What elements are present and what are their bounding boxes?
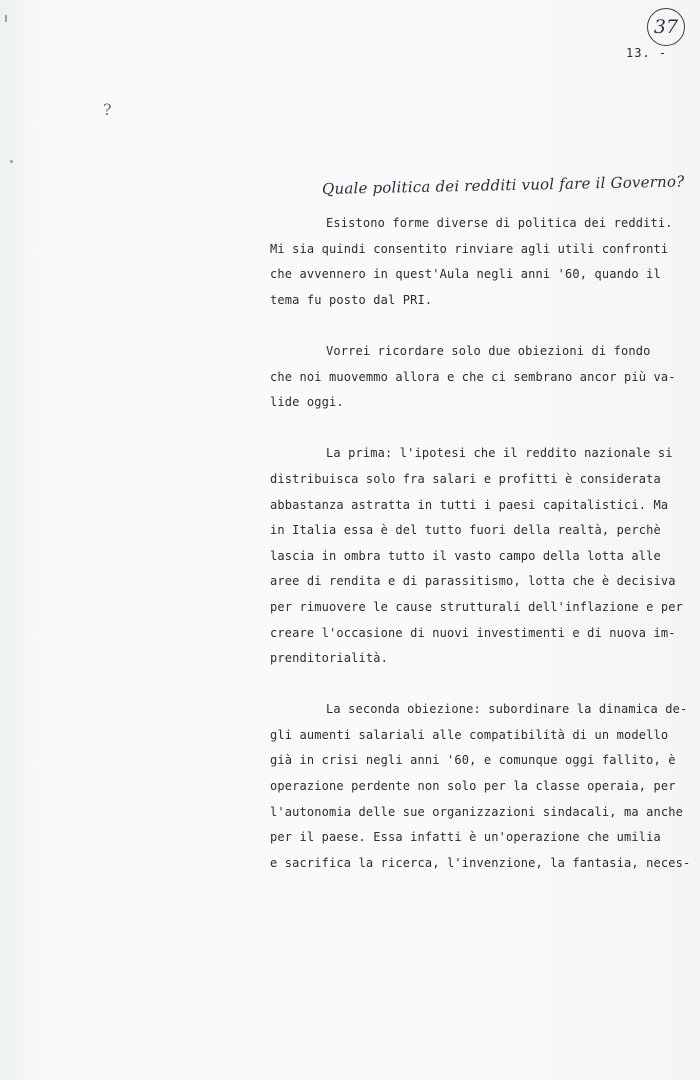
text-line: aree di rendita e di parassitismo, lotta che è decisiva [270, 574, 676, 589]
text-line: La prima: l'ipotesi che il reddito nazionale si [326, 446, 673, 461]
margin-question-mark: ? [103, 100, 112, 119]
text-line: lascia in ombra tutto il vasto campo della lotta alle [270, 548, 661, 563]
text-line: creare l'occasione di nuovi investimenti e di nuova im- [270, 625, 676, 640]
text-line: abbastanza astratta in tutti i paesi capitalistici. Ma [270, 497, 669, 512]
text-line: Vorrei ricordare solo due obiezioni di fondo [326, 343, 651, 358]
text-line: La seconda obiezione: subordinare la dinamica de- [326, 702, 688, 717]
scan-speck [5, 15, 7, 22]
text-line: operazione perdente non solo per la classe operaia, per [270, 779, 676, 794]
text-line: tema fu posto dal PRI. [270, 292, 433, 307]
text-line: l'autonomia delle sue organizzazioni sindacali, ma anche [270, 804, 683, 819]
text-line: Esistono forme diverse di politica dei redditi. [326, 216, 673, 230]
text-line: lide oggi. [270, 395, 344, 410]
circled-page-stamp [647, 8, 685, 46]
typed-body-text [270, 211, 691, 876]
handwritten-note: Quale politica dei redditi vuol fare il Governo? [321, 172, 685, 198]
page-number: 13. - [626, 46, 668, 60]
scan-speck [10, 160, 13, 163]
text-line: distribuisca solo fra salari e profitti è considerata [270, 471, 661, 486]
text-line: prenditorialità. [270, 651, 388, 666]
stamp-number: 37 [653, 16, 679, 38]
text-line: già in crisi negli anni '60, e comunque oggi fallito, è [270, 753, 676, 768]
text-line: Mi sia quindi consentito rinviare agli utili confronti [270, 241, 669, 256]
text-line: in Italia essa è del tutto fuori della realtà, perchè [270, 523, 661, 538]
text-line: che avvennero in quest'Aula negli anni '60, quando il [270, 267, 661, 282]
text-line: gli aumenti salariali alle compatibilità di un modello [270, 727, 669, 742]
text-line: e sacrifica la ricerca, l'invenzione, la fantasia, neces- [270, 855, 691, 870]
text-line: per rimuovere le cause strutturali dell'inflazione e per [270, 599, 683, 614]
text-line: che noi muovemmo allora e che ci sembrano ancor più va- [270, 369, 676, 384]
text-line: per il paese. Essa infatti è un'operazione che umilia [270, 830, 661, 845]
